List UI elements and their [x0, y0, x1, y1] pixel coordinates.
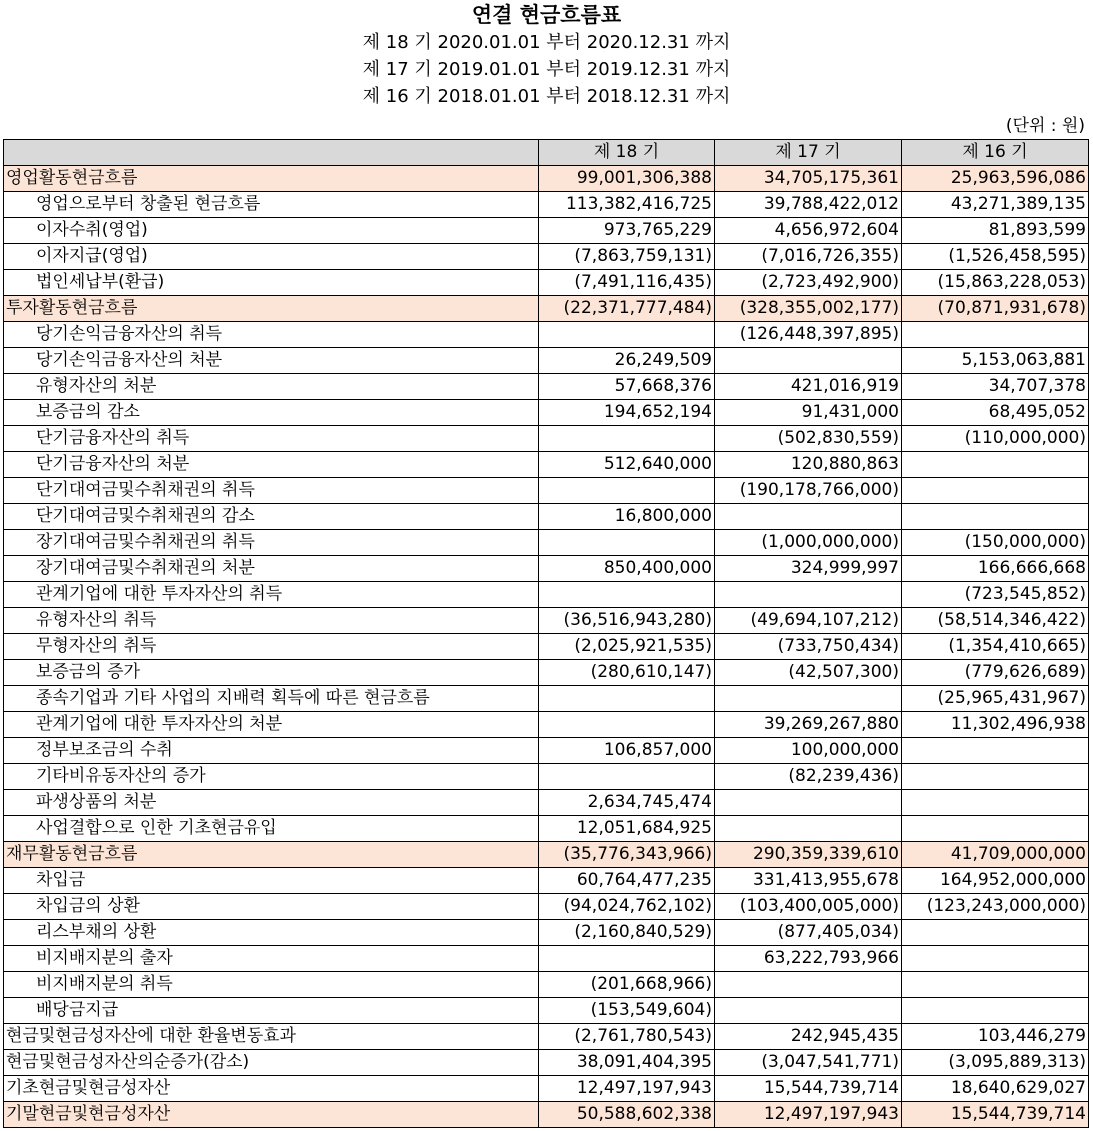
value-period-18: 973,765,229: [539, 218, 715, 244]
row-label: 유형자산의 취득: [4, 608, 539, 634]
row-label: 관계기업에 대한 투자자산의 취득: [4, 582, 539, 608]
value-period-16: [902, 816, 1089, 842]
value-period-17: (49,694,107,212): [715, 608, 902, 634]
value-period-17: [715, 686, 902, 712]
value-period-17: (2,723,492,900): [715, 270, 902, 296]
table-row: [4, 270, 1089, 296]
value-period-18: (2,761,780,543): [539, 1024, 715, 1050]
value-period-17: [715, 972, 902, 998]
value-period-17: [715, 504, 902, 530]
period-line-17: 제 17 기 2019.01.01 부터 2019.12.31 까지: [362, 59, 731, 80]
table-row: [4, 478, 1089, 504]
row-label: 이자지급(영업): [4, 244, 539, 270]
value-period-16: [902, 998, 1089, 1024]
value-period-16: 34,707,378: [902, 374, 1089, 400]
value-period-18: (7,863,759,131): [539, 244, 715, 270]
row-label: 재무활동현금흐름: [4, 842, 539, 868]
value-period-18: (22,371,777,484): [539, 296, 715, 322]
value-period-16: 25,963,596,086: [902, 166, 1089, 192]
table-body: [4, 166, 1089, 1128]
row-label: 기말현금및현금성자산: [4, 1102, 539, 1128]
value-period-17: 39,788,422,012: [715, 192, 902, 218]
table-row: [4, 894, 1089, 920]
value-period-18: 194,652,194: [539, 400, 715, 426]
table-row: [4, 920, 1089, 946]
table-row: [4, 1024, 1089, 1050]
value-period-18: 12,051,684,925: [539, 816, 715, 842]
row-label: 정부보조금의 수취: [4, 738, 539, 764]
value-period-16: 164,952,000,000: [902, 868, 1089, 894]
row-label: 장기대여금및수취채권의 처분: [4, 556, 539, 582]
value-period-17: 290,359,339,610: [715, 842, 902, 868]
table-row: [4, 348, 1089, 374]
value-period-17: [715, 790, 902, 816]
value-period-16: 43,271,389,135: [902, 192, 1089, 218]
value-period-16: (1,354,410,665): [902, 634, 1089, 660]
table-row: [4, 426, 1089, 452]
row-label: 종속기업과 기타 사업의 지배력 획득에 따른 현금흐름: [4, 686, 539, 712]
table-row: [4, 816, 1089, 842]
table-row: [4, 712, 1089, 738]
value-period-16: [902, 790, 1089, 816]
row-label: 현금및현금성자산의순증가(감소): [4, 1050, 539, 1076]
value-period-18: 57,668,376: [539, 374, 715, 400]
value-period-16: [902, 764, 1089, 790]
row-label: 단기금융자산의 취득: [4, 426, 539, 452]
value-period-16: 41,709,000,000: [902, 842, 1089, 868]
value-period-18: 12,497,197,943: [539, 1076, 715, 1102]
table-row: [4, 998, 1089, 1024]
row-label: 차입금: [4, 868, 539, 894]
value-period-16: (123,243,000,000): [902, 894, 1089, 920]
value-period-16: [902, 452, 1089, 478]
table-row: [4, 1076, 1089, 1102]
table-row: [4, 764, 1089, 790]
value-period-18: 26,249,509: [539, 348, 715, 374]
table-row: [4, 634, 1089, 660]
value-period-16: [902, 504, 1089, 530]
cash-flow-table: [3, 139, 1089, 1128]
table-row: [4, 972, 1089, 998]
row-label: 무형자산의 취득: [4, 634, 539, 660]
value-period-17: (3,047,541,771): [715, 1050, 902, 1076]
value-period-18: 113,382,416,725: [539, 192, 715, 218]
row-label: 파생상품의 처분: [4, 790, 539, 816]
value-period-17: 324,999,997: [715, 556, 902, 582]
table-row: [4, 1050, 1089, 1076]
value-period-18: [539, 322, 715, 348]
value-period-16: [902, 738, 1089, 764]
table-row: [4, 582, 1089, 608]
table-row: [4, 296, 1089, 322]
value-period-17: (7,016,726,355): [715, 244, 902, 270]
row-label: 비지배지분의 출자: [4, 946, 539, 972]
value-period-17: (733,750,434): [715, 634, 902, 660]
value-period-18: [539, 582, 715, 608]
value-period-16: (15,863,228,053): [902, 270, 1089, 296]
value-period-16: (70,871,931,678): [902, 296, 1089, 322]
value-period-18: (2,160,840,529): [539, 920, 715, 946]
value-period-16: [902, 946, 1089, 972]
row-label: 단기대여금및수취채권의 취득: [4, 478, 539, 504]
value-period-18: [539, 712, 715, 738]
value-period-17: [715, 998, 902, 1024]
row-label: 리스부채의 상환: [4, 920, 539, 946]
row-label: 보증금의 증가: [4, 660, 539, 686]
value-period-16: 68,495,052: [902, 400, 1089, 426]
value-period-18: (153,549,604): [539, 998, 715, 1024]
value-period-17: (1,000,000,000): [715, 530, 902, 556]
value-period-16: 18,640,629,027: [902, 1076, 1089, 1102]
row-label: 법인세납부(환급): [4, 270, 539, 296]
row-label: 사업결합으로 인한 기초현금유입: [4, 816, 539, 842]
row-label: 당기손익금융자산의 취득: [4, 322, 539, 348]
value-period-17: 63,222,793,966: [715, 946, 902, 972]
value-period-18: 512,640,000: [539, 452, 715, 478]
value-period-18: [539, 946, 715, 972]
row-label: 영업으로부터 창출된 현금흐름: [4, 192, 539, 218]
value-period-16: (150,000,000): [902, 530, 1089, 556]
value-period-18: [539, 478, 715, 504]
row-label: 배당금지급: [4, 998, 539, 1024]
value-period-18: 850,400,000: [539, 556, 715, 582]
value-period-17: 120,880,863: [715, 452, 902, 478]
table-row: [4, 218, 1089, 244]
value-period-18: [539, 530, 715, 556]
header-label-column: [4, 140, 539, 166]
value-period-16: [902, 920, 1089, 946]
value-period-16: 81,893,599: [902, 218, 1089, 244]
value-period-18: (2,025,921,535): [539, 634, 715, 660]
value-period-18: [539, 686, 715, 712]
value-period-17: 4,656,972,604: [715, 218, 902, 244]
value-period-17: (42,507,300): [715, 660, 902, 686]
value-period-16: 166,666,668: [902, 556, 1089, 582]
value-period-17: [715, 816, 902, 842]
table-row: [4, 738, 1089, 764]
table-row: [4, 790, 1089, 816]
value-period-17: [715, 348, 902, 374]
value-period-17: (103,400,005,000): [715, 894, 902, 920]
value-period-17: 12,497,197,943: [715, 1102, 902, 1128]
value-period-18: 16,800,000: [539, 504, 715, 530]
row-label: 보증금의 감소: [4, 400, 539, 426]
value-period-17: (328,355,002,177): [715, 296, 902, 322]
value-period-18: 99,001,306,388: [539, 166, 715, 192]
value-period-17: 421,016,919: [715, 374, 902, 400]
value-period-16: 5,153,063,881: [902, 348, 1089, 374]
value-period-16: [902, 322, 1089, 348]
value-period-16: 11,302,496,938: [902, 712, 1089, 738]
table-row: [4, 374, 1089, 400]
value-period-16: (723,545,852): [902, 582, 1089, 608]
value-period-17: 242,945,435: [715, 1024, 902, 1050]
value-period-17: 100,000,000: [715, 738, 902, 764]
value-period-16: (110,000,000): [902, 426, 1089, 452]
value-period-17: (126,448,397,895): [715, 322, 902, 348]
value-period-16: (779,626,689): [902, 660, 1089, 686]
row-label: 이자수취(영업): [4, 218, 539, 244]
table-row: [4, 686, 1089, 712]
table-row: [4, 452, 1089, 478]
statement-title: 연결 현금흐름표: [471, 3, 622, 27]
value-period-16: (1,526,458,595): [902, 244, 1089, 270]
value-period-16: (25,965,431,967): [902, 686, 1089, 712]
value-period-18: [539, 426, 715, 452]
value-period-18: 50,588,602,338: [539, 1102, 715, 1128]
value-period-18: 106,857,000: [539, 738, 715, 764]
value-period-16: (58,514,346,422): [902, 608, 1089, 634]
value-period-17: 15,544,739,714: [715, 1076, 902, 1102]
period-line-16: 제 16 기 2018.01.01 부터 2018.12.31 까지: [362, 86, 731, 107]
header-period-16: 제 16 기: [902, 140, 1089, 166]
value-period-16: [902, 478, 1089, 504]
table-row: [4, 530, 1089, 556]
row-label: 차입금의 상환: [4, 894, 539, 920]
value-period-17: (190,178,766,000): [715, 478, 902, 504]
value-period-18: (36,516,943,280): [539, 608, 715, 634]
value-period-17: 39,269,267,880: [715, 712, 902, 738]
row-label: 기초현금및현금성자산: [4, 1076, 539, 1102]
table-row: [4, 504, 1089, 530]
value-period-17: 34,705,175,361: [715, 166, 902, 192]
table-row: [4, 244, 1089, 270]
value-period-16: 103,446,279: [902, 1024, 1089, 1050]
value-period-17: 91,431,000: [715, 400, 902, 426]
table-row: [4, 660, 1089, 686]
row-label: 영업활동현금흐름: [4, 166, 539, 192]
header-period-17: 제 17 기: [715, 140, 902, 166]
table-row: [4, 322, 1089, 348]
row-label: 관계기업에 대한 투자자산의 처분: [4, 712, 539, 738]
table-row: [4, 842, 1089, 868]
value-period-16: [902, 972, 1089, 998]
value-period-17: 331,413,955,678: [715, 868, 902, 894]
row-label: 유형자산의 처분: [4, 374, 539, 400]
row-label: 비지배지분의 취득: [4, 972, 539, 998]
table-row: [4, 1102, 1089, 1128]
value-period-18: (35,776,343,966): [539, 842, 715, 868]
value-period-17: [715, 582, 902, 608]
value-period-17: (82,239,436): [715, 764, 902, 790]
row-label: 현금및현금성자산에 대한 환율변동효과: [4, 1024, 539, 1050]
value-period-18: 2,634,745,474: [539, 790, 715, 816]
row-label: 기타비유동자산의 증가: [4, 764, 539, 790]
row-label: 단기금융자산의 처분: [4, 452, 539, 478]
table-row: [4, 946, 1089, 972]
table-row: [4, 556, 1089, 582]
table-row: [4, 868, 1089, 894]
value-period-16: (3,095,889,313): [902, 1050, 1089, 1076]
value-period-18: 60,764,477,235: [539, 868, 715, 894]
row-label: 단기대여금및수취채권의 감소: [4, 504, 539, 530]
value-period-17: (877,405,034): [715, 920, 902, 946]
row-label: 장기대여금및수취채권의 취득: [4, 530, 539, 556]
value-period-18: (201,668,966): [539, 972, 715, 998]
value-period-16: 15,544,739,714: [902, 1102, 1089, 1128]
value-period-18: [539, 764, 715, 790]
value-period-18: (94,024,762,102): [539, 894, 715, 920]
row-label: 투자활동현금흐름: [4, 296, 539, 322]
table-row: [4, 192, 1089, 218]
table-row: [4, 608, 1089, 634]
row-label: 당기손익금융자산의 처분: [4, 348, 539, 374]
value-period-18: (280,610,147): [539, 660, 715, 686]
value-period-18: (7,491,116,435): [539, 270, 715, 296]
table-row: [4, 166, 1089, 192]
unit-label: (단위 : 원): [1005, 116, 1085, 136]
value-period-17: (502,830,559): [715, 426, 902, 452]
header-period-18: 제 18 기: [539, 140, 715, 166]
table-header-row: [4, 140, 1089, 166]
table-row: [4, 400, 1089, 426]
value-period-18: 38,091,404,395: [539, 1050, 715, 1076]
period-line-18: 제 18 기 2020.01.01 부터 2020.12.31 까지: [362, 32, 731, 53]
